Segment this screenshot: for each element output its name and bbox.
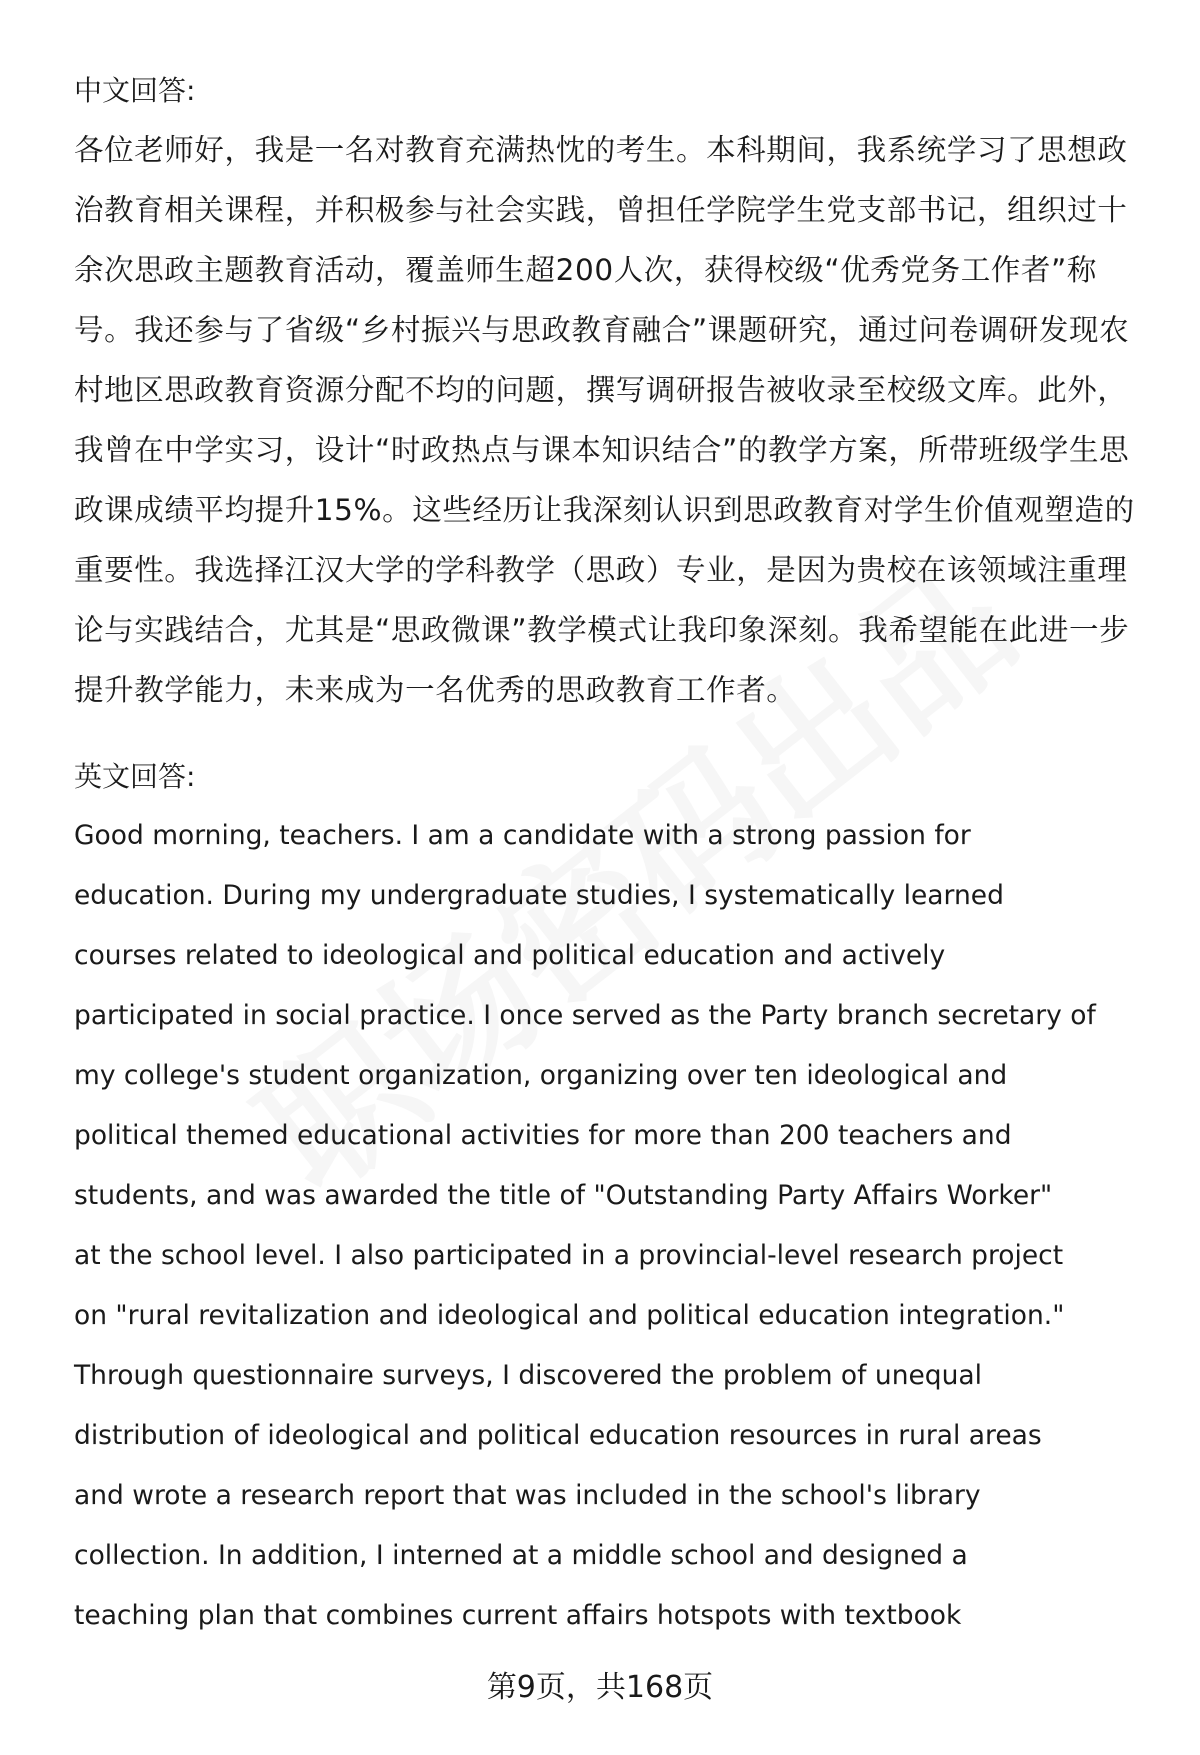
english-line: teaching plan that combines current affairs hotspots with textbook: [74, 1600, 962, 1631]
english-line: Good morning, teachers. I am a candidate with a strong passion for: [74, 820, 971, 851]
english-answer-heading: 英文回答:: [74, 760, 196, 793]
english-line: my college's student organization, organizing over ten ideological and: [74, 1060, 1008, 1091]
english-line: education. During my undergraduate studies, I systematically learned: [74, 880, 1004, 911]
document-page: [74, 62, 1154, 1646]
english-line: on "rural revitalization and ideological and political education integration.": [74, 1300, 1065, 1331]
chinese-answer-heading: 中文回答:: [74, 74, 196, 107]
english-line: participated in social practice. I once served as the Party branch secretary of: [74, 1000, 1096, 1031]
english-line: distribution of ideological and political education resources in rural areas: [74, 1420, 1042, 1451]
english-line: collection. In addition, I interned at a middle school and designed a: [74, 1540, 968, 1571]
english-line: Through questionnaire surveys, I discovered the problem of unequal: [74, 1360, 983, 1391]
english-line: students, and was awarded the title of "Outstanding Party Affairs Worker": [74, 1180, 1053, 1211]
english-line: political themed educational activities for more than 200 teachers and: [74, 1120, 1012, 1151]
section-spacer: [74, 720, 1154, 748]
english-line: at the school level. I also participated in a provincial-level research project: [74, 1240, 1064, 1271]
english-line: courses related to ideological and political education and actively: [74, 940, 946, 971]
english-line: and wrote a research report that was included in the school's library: [74, 1480, 981, 1511]
chinese-answer-paragraph: 各位老师好，我是一名对教育充满热忱的考生。本科期间，我系统学习了思想政治教育相关课程，并积极参与社会实践，曾担任学院学生党支部书记，组织过十余次思政主题教育活动，覆盖师生超200人次，获得校级“优秀党务工作者”称号。我还参与了省级“乡村振兴与思政教育融合”课题研究，通过问卷调研发现农村地区思政教育资源分配不均的问题，撰写调研报告被收录至校级文库。此外，我曾在中学实习，设计“时政热点与课本知识结合”的教学方案，所带班级学生思政课成绩平均提升15%。这些经历让我深刻认识到思政教育对学生价值观塑造的重要性。我选择江汉大学的学科教学（思政）专业，是因为贵校在该领域注重理论与实践结合，尤其是“思政微课”教学模式让我印象深刻。我希望能在此进一步提升教学能力，未来成为一名优秀的思政教育工作者。: [74, 133, 1135, 707]
page-number-footer: 第9页，共168页: [486, 1670, 714, 1705]
english-answer-paragraph: [74, 806, 1154, 1646]
